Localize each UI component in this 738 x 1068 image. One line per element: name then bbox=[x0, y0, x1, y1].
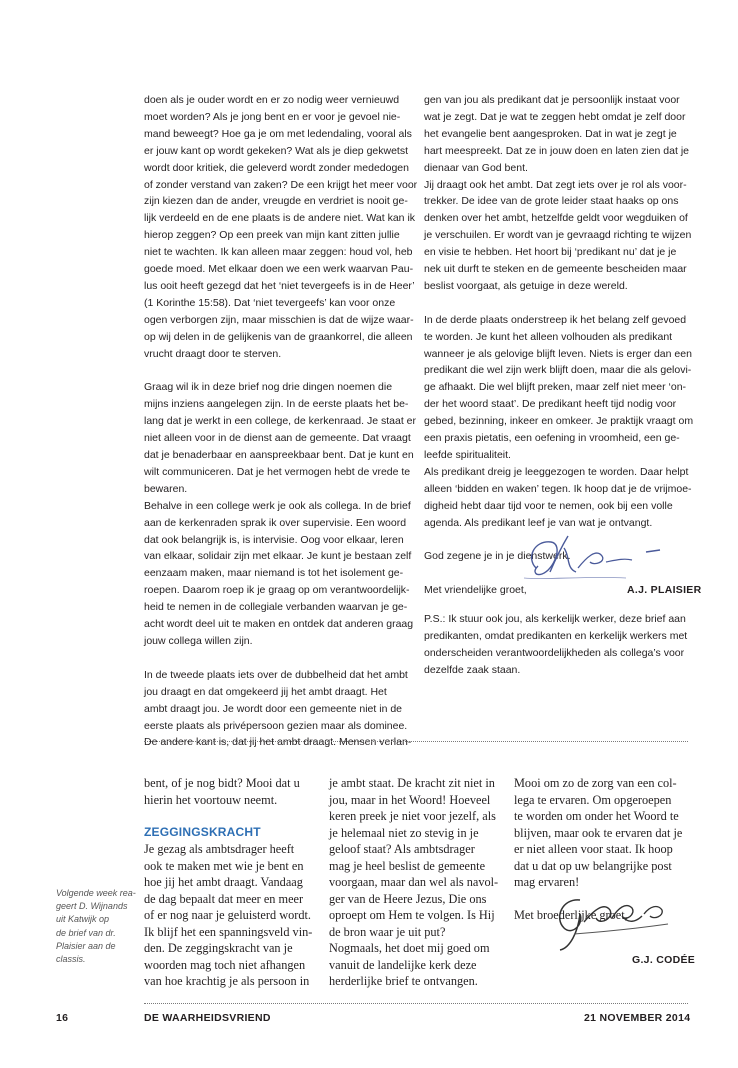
publication-name: DE WAARHEIDSVRIEND bbox=[144, 1012, 271, 1024]
page-number: 16 bbox=[56, 1012, 69, 1024]
publication-date: 21 NOVEMBER 2014 bbox=[584, 1012, 691, 1024]
postscript-text: P.S.: Ik stuur ook jou, als kerkelijk werker, deze brief aan predikanten, omdat predikanten en kerkelijk werkers met onderscheiden verantwoordelijkheden als collega’s voor dezelfde zaak staan. bbox=[424, 613, 688, 676]
reply-paragraph: Je gezag als ambtsdrager heeft ook te maken met wie je bent en hoe jij het ambt draagt. Vandaag de dag bepaalt dat meer en meer of er nog naar je geluisterd wordt. Ik blijf het een spanningsveld vin- den. De zeggingskracht van je woorden mag toch niet afhangen van hoe krachtig je als persoon in bbox=[144, 842, 313, 988]
footer-divider bbox=[144, 1003, 688, 1004]
letter-paragraph: Graag wil ik in deze brief nog drie dingen noemen die mijns inziens aangelegen zijn. In de eerste plaats het be- lang dat je werkt in een college, de kerkenraad. Je staat er niet alleen voor in de dienst aan de gemeente. Dat vraagt dat je benaderbaar en aanspreekbaar bent. Dat je kunt en wilt communiceren. Dat je het vermogen hebt de vrede te bewaren. Behalve in een college werk je ook als collega. In de brief aan de kerkenraden sprak ik over supervisie. Een woord dat ook belangrijk is, is intervisie. Oog voor elkaar, leren van elkaar, solidair zijn met elkaar. Je kunt je bestaan zelf eenzaam maken, maar niemand is tot het isolement ge- roepen. Daarom roep ik je graag op om verantwoordelijk- heid te nemen in de collegiale verbanden waarvan je ge- acht wordt deel uit te maken en ontdek dat anderen graag jouw collega willen zijn. bbox=[144, 381, 416, 647]
postscript bbox=[424, 611, 708, 679]
reply-paragraph: je ambt staat. De kracht zit niet in jou, maar in het Woord! Hoeveel keren preek je niet voor jezelf, als je helemaal niet zo stevig in je geloof staat? Als ambtsdrager mag je heel beslist de gemeente voorgaan, maar dan wel als navol- ger van de Heere Jezus, Die ons oproept om Hem te volgen. Is Hij de bron waar je uit put? Nogmaals, het doet mij goed om vanuit de landelijke kerk deze herderlijke brief te ontvangen. bbox=[329, 776, 499, 988]
reply-paragraph: Mooi om zo de zorg van een col- lega te ervaren. Om opgeroepen te worden om onder het Woord te blijven, maar ook te ervaren dat je er niet alleen voor staat. Ik hoop dat u dat op uw belangrijke post mag ervaren! bbox=[514, 776, 683, 889]
letter-column-right bbox=[424, 92, 708, 599]
closing-greeting: Met vriendelijke groet, bbox=[424, 584, 527, 597]
section-divider bbox=[144, 741, 688, 742]
closing-greeting: Met broederlijke groet, bbox=[514, 908, 628, 922]
reply-column-1 bbox=[144, 775, 316, 990]
letter-paragraph: In de tweede plaats iets over de dubbelheid dat het ambt jou draagt en dat omgekeerd jij het ambt draagt. Het ambt draagt jou. Je wordt door een gemeente niet in de eerste plaats als privépersoon gezien maar als dominee. De andere kant is, dat jij het ambt draagt. Mensen verlan- bbox=[144, 668, 412, 749]
signature-plaisier-icon bbox=[506, 528, 676, 586]
letter-column-left bbox=[144, 92, 424, 751]
signature-name: G.J. CODÉE bbox=[632, 954, 696, 966]
letter-paragraph: doen als je ouder wordt en er zo nodig weer vernieuwd moet worden? Als je jong bent en er voor je gevoel nie- mand beweegt? Hoe ga je om met ledendaling, vooral als er jouw kant op wordt gekeken? Wat als je diep gekwetst wordt door kritiek, die geleverd wordt zonder mededogen of zonder verstand van zaken? De een krijgt het meer voor zijn kiezen dan de ander, vreugde en verdriet is nooit ge- lijk verdeeld en de ene plaats is de andere niet. Wat kan ik hierop zeggen? Op een preek van mijn kant zitten jullie niet te wachten. Ik kan alleen maar zeggen: houd vol, heb goede moed. Met elkaar doen we een werk waarvan Pau- lus ooit heeft gezegd dat het ‘niet tevergeefs is in de Heer’ (1 Korinthe 15:58). Dat ‘niet tevergeefs’ kan voor onze ogen verborgen zijn, maar misschien is dat de wijze waar- op wij delen in de gelijkenis van de graankorrel, die alleen vrucht draagt door te sterven. bbox=[144, 94, 418, 360]
signature-codee-icon bbox=[540, 888, 700, 952]
subheading: ZEGGINGSKRACHT bbox=[144, 825, 261, 839]
signature-name: A.J. PLAISIER bbox=[627, 584, 702, 596]
side-caption: Volgende week rea- geert D. Wijnands uit Katwijk op de brief van dr. Plaisier aan de classis. bbox=[56, 888, 136, 965]
reply-column-2 bbox=[329, 775, 501, 990]
closing-blessing: God zegene je in je dienstwerk. bbox=[424, 550, 571, 563]
reply-paragraph: bent, of je nog bidt? Mooi dat u hierin het voortouw neemt. bbox=[144, 776, 300, 807]
letter-paragraph: gen van jou als predikant dat je persoonlijk instaat voor wat je zegt. Dat je wat te zeggen hebt omdat je zelf door het evangelie bent aangesproken. Dat in wat je zegt je hart meespreekt. Dat ze in jouw doen en laten zien dat je dienaar van God bent. Jij draagt ook het ambt. Dat zegt iets over je rol als voor- trekker. De idee van de grote leider staat haaks op ons denken over het ambt, hetzelfde geldt voor wegduiken of je verschuilen. Er wordt van je gevraagd richting te wijzen en visie te hebben. Het hoort bij ‘predikant nu’ dat je je nek uit durft te steken en de gemeente bescheiden maar beslist voorgaat, als getuige in deze wereld. bbox=[424, 94, 692, 292]
letter-paragraph: In de derde plaats onderstreep ik het belang zelf gevoed te worden. Je kunt het alleen volhouden als predikant wanneer je als gelovige blijft leven. Niets is erger dan een predikant die wel zijn werk blijft doen, maar die als gelovi- ge afhaakt. Die wel blijft preken, maar zelf niet meer ‘on- der het woord staat’. De predikant heeft tijd nodig voor gebed, bezinning, inkeer en omkeer. Je praktijk vraagt om een praxis pietatis, een oefening in vroomheid, een ge- leefde spiritualiteit. Als predikant dreig je leeggezogen te worden. Daar helpt alleen ‘bidden en waken’ tegen. Ik hoop dat je de vrijmoe- digheid hebt daar tijd voor te nemen, ook bij een volle agenda. Als predikant leef je van wat je ontvangt. bbox=[424, 313, 694, 529]
